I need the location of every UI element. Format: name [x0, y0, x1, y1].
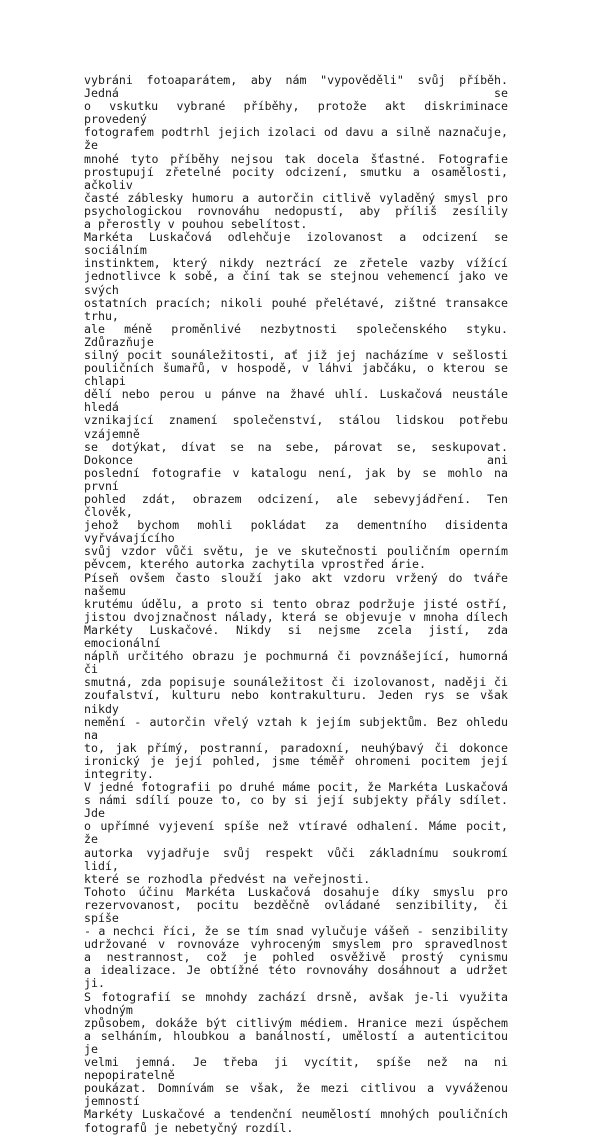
text-line: které se rozhodla předvést na veřejnosti.	[84, 871, 371, 886]
text-line: jehož bychom mohli pokládat za dementního disidenta vyřvávajícího	[84, 518, 508, 546]
text-line: časté záblesky humoru a autorčin citlivě vyladěný smysl pro	[84, 190, 508, 205]
text-line: poukázat. Domnívám se však, že mezi citlivou a vyváženou jemností	[84, 1081, 508, 1109]
text-line: udržované v rovnováze vyhroceným smyslem pro spravedlnost	[84, 937, 508, 952]
text-line: způsobem, dokáže být citlivým médiem. Hranice mezi úspěchem	[84, 1015, 508, 1030]
text-line: velmi jemná. Je třeba ji vycítit, spíše než na ni nepopiratelně	[84, 1055, 508, 1083]
text-line: ale méně proměnlivé nezbytnosti společenského styku. Zdůrazňuje	[84, 321, 508, 349]
paragraph-1	[84, 74, 508, 231]
text-line: Markéty Luskačové. Nikdy si nejsme zcela jistí, zda emocionální	[84, 622, 508, 651]
text-line: psychologickou rovnováhu nedopustí, aby příliš zesílily	[84, 203, 508, 218]
text-line: se dotýkat, dívat se na sebe, párovat se, seskupovat. Dokonce ani	[84, 439, 508, 467]
body-text	[84, 74, 508, 1135]
text-line: S fotografií se mnohdy zachází drsně, avšak je-li využita vhodným	[84, 989, 508, 1017]
text-line: pouličních šumařů, v hospodě, v láhvi jabčáku, o kterou se chlapi	[84, 361, 508, 389]
text-line: poslední fotografie v katalogu není, jak by se mohlo na první	[84, 465, 508, 493]
text-line: prostupují zřetelné pocity odcizení, smutku a osamělosti, ačkoliv	[84, 164, 508, 192]
text-line: Markéta Luskačová odlehčuje izolovanost a odcizení se sociálním	[84, 230, 508, 258]
text-line: dělí nebo perou u pánve na žhavé uhlí. Luskačová neustále hledá	[84, 387, 508, 415]
text-line: vznikající znamení společenství, stálou lidskou potřebu vzájemně	[84, 413, 508, 441]
paragraph-2	[84, 231, 508, 571]
text-line: integrity.	[84, 766, 154, 781]
text-line: jistou dvojznačnost nálady, která se objevuje v mnoha dílech	[84, 609, 508, 624]
text-line: a selháním, hloubkou a banálností, umělostí a autenticitou je	[84, 1028, 508, 1056]
paragraph-5	[84, 886, 508, 1135]
text-line: autorka vyjadřuje svůj respekt vůči základnímu soukromí lidí,	[84, 845, 508, 873]
text-line: Markéty Luskačové a tendenční neumělostí mnohých pouličních	[84, 1107, 508, 1122]
text-line: o upřímné vyjevení spíše než vtíravé odhalení. Máme pocit, že	[84, 819, 508, 847]
text-line: instinktem, který nikdy neztrácí ze zřetele vazby vížící	[84, 256, 508, 271]
text-line: V jedné fotografii po druhé máme pocit, že Markéta Luskačová	[84, 780, 508, 795]
paragraph-4	[84, 781, 508, 886]
text-line: silný pocit sounáležitosti, ať již jej nacházíme v sešlosti	[84, 347, 508, 362]
text-line: zoufalství, kulturu nebo kontrakulturu. Jeden rys se však nikdy	[84, 688, 508, 716]
text-line: o vskutku vybrané příběhy, protože akt diskriminace provedený	[84, 99, 508, 127]
text-line: s námi sdílí pouze to, co by si její subjekty přály sdílet. Jde	[84, 793, 508, 821]
text-line: svůj vzdor vůči světu, je ve skutečnosti pouličním operním	[84, 544, 508, 559]
text-line: a nestrannost, což je pohled osvěživě prostý cynismu	[84, 950, 508, 965]
text-line: rezervovanost, pocitu bezděčně ovládané senzibility, či spíše	[84, 897, 508, 925]
text-line: to, jak přímý, postranní, paradoxní, neuhýbavý či dokonce	[84, 740, 508, 755]
text-line: vybráni fotoaparátem, aby nám "vypověděli" svůj příběh. Jedná se	[84, 73, 508, 101]
text-line: fotografem podtrhl jejich izolaci od davu a silně naznačuje, že	[84, 125, 508, 153]
text-line: Tohoto účinu Markéta Luskačová dosahuje díky smyslu pro	[84, 884, 508, 899]
text-line: smutná, zda popisuje sounáležitost či izolovanost, naději či	[84, 675, 508, 690]
text-line: - a nechci říci, že se tím snad vylučuje vášeň - senzibility	[84, 924, 508, 939]
text-line: a idealizace. Je obtížné této rovnováhy dosáhnout a udržet ji.	[84, 963, 508, 991]
text-line: jednotlivce k sobě, a činí tak se stejnou vehemencí jako ve svých	[84, 269, 508, 297]
paragraph-3	[84, 572, 508, 782]
text-line: ostatních pracích; nikoli pouhé přelétavé, zištné transakce trhu,	[84, 295, 508, 323]
text-line: fotografů je nebetyčný rozdíl.	[84, 1120, 294, 1135]
text-line: nemění - autorčin vřelý vztah k jejím subjektům. Bez ohledu na	[84, 714, 508, 742]
text-line: pěvcem, kterého autorka zachytila vprostřed árie.	[84, 557, 427, 572]
text-line: mnohé tyto příběhy nejsou tak docela šťastné. Fotografie	[84, 151, 508, 166]
text-line: krutému údělu, a proto si tento obraz podržuje jisté ostří,	[84, 596, 508, 611]
text-line: pohled zdát, obrazem odcizení, ale sebevyjádření. Ten člověk,	[84, 492, 508, 520]
text-line: náplň určitého obrazu je pochmurná či povznášející, humorná či	[84, 649, 508, 677]
text-line: Píseň ovšem často slouží jako akt vzdoru vržený do tváře našemu	[84, 570, 508, 598]
text-line: a přerostly v pouhou sebelítost.	[84, 217, 308, 232]
text-line: ironický je její pohled, jsme téměř ohromeni pocitem její	[84, 753, 508, 768]
